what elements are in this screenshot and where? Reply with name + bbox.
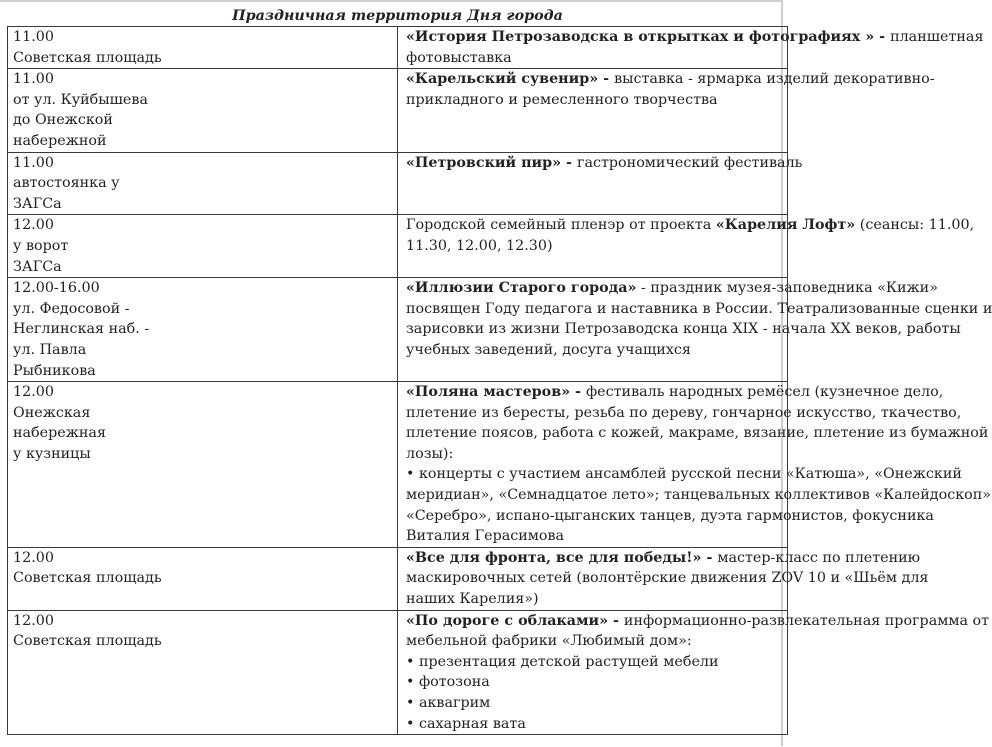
- description-text: лозы):: [406, 445, 454, 462]
- event-place-line: Советская площадь: [13, 49, 162, 66]
- description-line: [406, 48, 784, 69]
- description-text: «Серебро», испано-цыганских танцев, дуэта гармонистов, фокусника: [406, 507, 934, 524]
- event-place-line: ЗАГСа: [13, 195, 62, 212]
- description-text: прикладного и ремесленного творчества: [406, 91, 718, 108]
- schedule-row: [8, 27, 788, 69]
- description-text: информационно-развлекательная программа от: [623, 612, 990, 629]
- schedule-row: [8, 382, 788, 548]
- description-text: мебельной фабрики «Любимый дом»:: [406, 633, 692, 650]
- description-text: гастрономический фестиваль: [576, 154, 803, 171]
- event-name: «Петровский пир» -: [406, 154, 577, 171]
- event-description-cell: [398, 152, 803, 215]
- description-line: [406, 631, 784, 652]
- event-place-line: у кузницы: [13, 445, 91, 462]
- description-text: Виталия Герасимова: [406, 528, 565, 545]
- table-title: Праздничная территория Дня города: [8, 7, 788, 27]
- event-place-line: автостоянка у: [13, 175, 120, 192]
- table-title-row: [8, 7, 788, 27]
- time-place-cell: [8, 382, 398, 548]
- event-name: «Карельский сувенир» -: [406, 71, 615, 88]
- time-place-cell: [8, 547, 398, 610]
- event-description-cell: [398, 382, 992, 548]
- description-text: • концерты с участием ансамблей русской песни «Катюша», «Онежский: [406, 466, 962, 483]
- event-place-line: ул. Федосовой -: [13, 300, 130, 317]
- description-line: [406, 382, 944, 403]
- description-line: [406, 340, 784, 361]
- schedule-row: [8, 278, 788, 382]
- event-time: 11.00: [13, 29, 54, 45]
- description-line: [406, 548, 921, 569]
- description-text: Городской семейный пленэр от проекта: [406, 217, 716, 234]
- description-line: [406, 319, 961, 340]
- event-time: 12.00: [13, 384, 54, 401]
- schedule-row: [8, 610, 788, 735]
- description-line: [406, 236, 784, 257]
- time-place-cell: [8, 278, 398, 382]
- description-line: [406, 90, 784, 111]
- description-text: планшетная: [890, 29, 984, 45]
- schedule-row: [8, 547, 788, 610]
- description-text: • презентация детской растущей мебели: [406, 653, 719, 670]
- description-text: • сахарная вата: [406, 715, 526, 732]
- event-name: «История Петрозаводска в открытках и фотографиях » -: [406, 29, 891, 45]
- schedule-row: [8, 152, 788, 215]
- schedule-row: [8, 215, 788, 278]
- description-text: 11.30, 12.00, 12.30): [406, 237, 553, 254]
- description-line: [406, 423, 989, 444]
- description-text: • фотозона: [406, 674, 490, 691]
- event-time: 11.00: [13, 71, 54, 88]
- event-description-cell: [398, 610, 990, 735]
- event-time: 12.00: [13, 612, 54, 629]
- event-place-line: от ул. Куйбышева: [13, 91, 148, 108]
- event-name: «Все для фронта, все для победы!» -: [406, 549, 718, 566]
- event-place-line: Неглинская наб. -: [13, 321, 150, 338]
- description-text: зарисовки из жизни Петрозаводска конца XIX - начала XX веков, работы: [406, 321, 961, 338]
- event-time: 12.00: [13, 549, 54, 566]
- description-line: [406, 506, 934, 527]
- description-line: [406, 485, 992, 506]
- description-text: меридиан», «Семнадцатое лето»; танцевальных коллективов «Калейдоскоп»: [406, 487, 992, 504]
- event-place-line: ЗАГСа: [13, 258, 62, 275]
- description-text: выставка - ярмарка изделий декоративно-: [614, 71, 935, 88]
- event-name: «Поляна мастеров» -: [406, 384, 586, 401]
- description-text: фестиваль народных ремёсел (кузнечное дело,: [585, 384, 944, 401]
- description-line: [406, 464, 962, 485]
- description-line: [406, 27, 984, 48]
- event-place-line: Советская площадь: [13, 570, 162, 587]
- description-line: [406, 589, 784, 610]
- time-place-cell: [8, 610, 398, 735]
- description-line: [406, 693, 784, 714]
- description-text: (сеансы: 11.00,: [855, 217, 975, 234]
- description-text: мастер-класс по плетению: [717, 549, 921, 566]
- event-description-cell: [398, 27, 984, 69]
- event-name: «Карелия Лофт»: [715, 217, 856, 234]
- event-description-cell: [398, 215, 975, 278]
- description-line: [406, 403, 962, 424]
- event-description-cell: [398, 69, 935, 152]
- event-place-line: набережная: [13, 425, 106, 442]
- description-text: плетение поясов, работа с кожей, макраме, вязание, плетение из бумажной: [406, 425, 989, 442]
- event-place-line: ул. Павла: [13, 341, 87, 358]
- time-place-cell: [8, 215, 398, 278]
- description-text: учебных заведений, досуга учащихся: [406, 341, 691, 358]
- description-line: [406, 714, 784, 735]
- description-line: [406, 215, 975, 236]
- time-place-cell: [8, 152, 398, 215]
- description-text: маскировочных сетей (волонтёрские движения ZOV 10 и «Шьём для: [406, 570, 929, 587]
- description-text: посвящен Году педагога и наставника в России. Театрализованные сценки и: [406, 300, 992, 317]
- description-line: [406, 299, 992, 320]
- description-line: [406, 652, 784, 673]
- event-place-line: у ворот: [13, 237, 69, 254]
- event-place-line: набережной: [13, 132, 107, 149]
- description-line: [406, 153, 803, 174]
- description-line: [406, 444, 784, 465]
- description-text: плетение из бересты, резьба по дереву, гончарное искусство, ткачество,: [406, 404, 962, 421]
- description-line: [406, 69, 935, 90]
- description-line: [406, 611, 990, 632]
- event-description-cell: [398, 278, 992, 382]
- event-place-line: Советская площадь: [13, 633, 162, 650]
- description-line: [406, 278, 938, 299]
- event-place-line: до Онежской: [13, 112, 113, 129]
- description-line: [406, 526, 784, 547]
- event-time: 11.00: [13, 154, 54, 171]
- description-text: • аквагрим: [406, 695, 491, 711]
- event-time: 12.00: [13, 217, 54, 234]
- time-place-cell: [8, 27, 398, 69]
- event-name: «По дороге с облаками» -: [406, 612, 624, 629]
- event-place-line: Рыбникова: [13, 362, 96, 379]
- description-line: [406, 672, 784, 693]
- time-place-cell: [8, 69, 398, 152]
- event-name: «Иллюзии Старого города»: [406, 280, 637, 297]
- event-time: 12.00-16.00: [13, 280, 100, 297]
- schedule-table: [7, 7, 992, 735]
- description-text: наших Карелия»): [406, 591, 539, 608]
- description-text: фотовыставка: [406, 49, 512, 66]
- description-line: [406, 568, 929, 589]
- description-text: - праздник музея-заповедника «Кижи»: [636, 280, 938, 297]
- event-place-line: Онежская: [13, 404, 91, 421]
- schedule-row: [8, 69, 788, 152]
- event-description-cell: [398, 547, 929, 610]
